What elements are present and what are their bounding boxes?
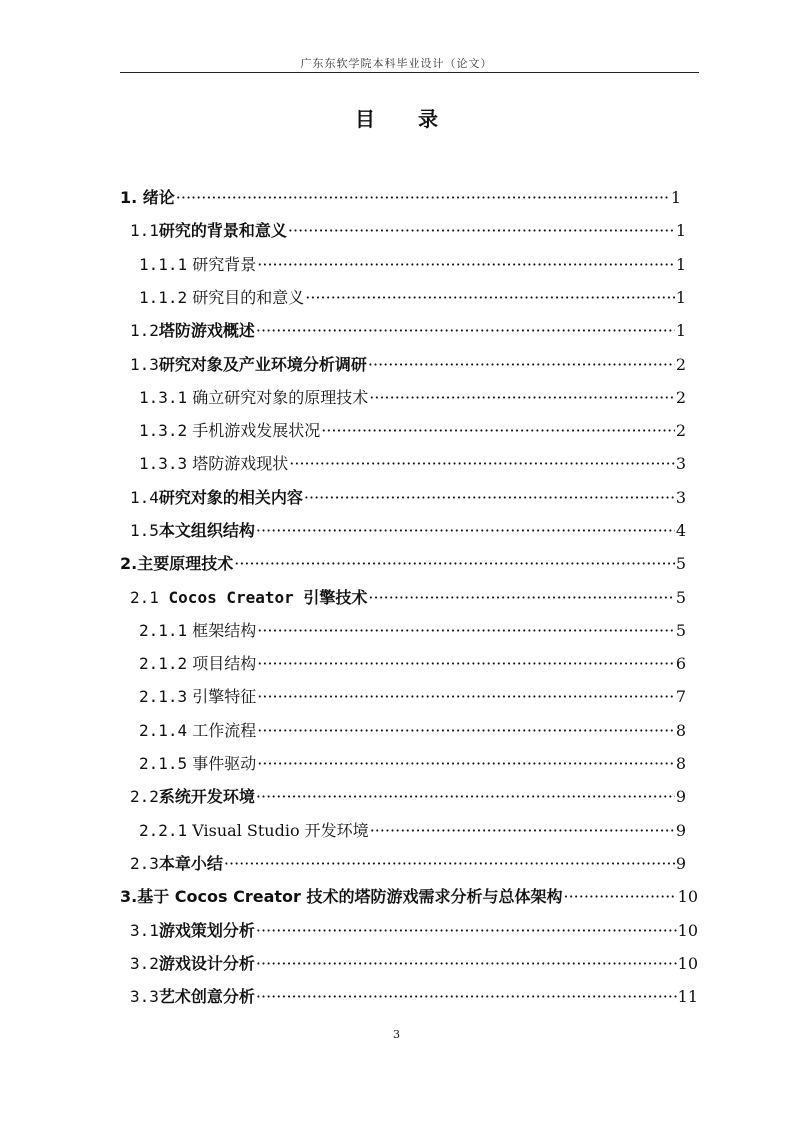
header-rule	[120, 72, 699, 73]
toc-entry[interactable]	[139, 651, 686, 677]
toc-entry[interactable]	[130, 485, 686, 511]
toc-entry-page: 6	[675, 654, 686, 673]
toc-leader-dots	[257, 651, 675, 677]
toc-entry-number: 1.1	[130, 221, 159, 240]
toc-leader-dots	[256, 984, 677, 1010]
toc-entry-label	[139, 651, 256, 677]
toc-entry-number: 2.1.2	[139, 654, 188, 673]
toc-entry-label	[139, 385, 368, 411]
toc-leader-dots	[563, 884, 676, 910]
toc-entry-page: 3	[675, 488, 686, 507]
toc-entry-page: 9	[675, 821, 686, 840]
toc-leader-dots	[224, 851, 675, 877]
toc-entry-label	[130, 352, 367, 378]
running-header: 广东东软学院本科毕业设计（论文）	[300, 57, 493, 70]
toc-entry-number: 2.	[120, 554, 138, 573]
toc-entry[interactable]	[139, 285, 686, 311]
toc-entry-number: 2.1.3	[139, 687, 188, 706]
toc-leader-dots	[256, 918, 677, 944]
toc-entry[interactable]	[120, 884, 698, 910]
toc-entry-number: 2.1.5	[139, 754, 188, 773]
toc-entry-page: 7	[675, 687, 686, 706]
toc-leader-dots	[305, 285, 675, 311]
toc-entry-label	[130, 918, 255, 944]
toc-entry[interactable]	[139, 385, 686, 411]
toc-entry-page: 1	[675, 321, 686, 340]
toc-entry-number: 1.1.1	[139, 255, 188, 274]
toc-entry-page: 5	[675, 588, 686, 607]
toc-entry-text: 本文组织结构	[158, 521, 255, 540]
toc-entry-number: 1.5	[130, 521, 159, 540]
toc-entry-page: 9	[675, 854, 686, 873]
toc-leader-dots	[176, 185, 670, 211]
toc-entry-number: 1.4	[130, 488, 159, 507]
toc-entry[interactable]	[139, 618, 686, 644]
toc-entry-label	[130, 485, 303, 511]
toc-entry-number: 1.	[120, 188, 138, 207]
toc-entry-label	[120, 884, 562, 910]
toc-entry-number: 2.1.4	[139, 721, 188, 740]
toc-entry-number: 1.3.1	[139, 388, 188, 407]
toc-entry-label	[139, 818, 369, 844]
toc-entry-page: 4	[675, 521, 686, 540]
toc-entry[interactable]	[130, 318, 686, 344]
toc-entry-text: 游戏策划分析	[158, 921, 255, 940]
toc-entry-label	[130, 518, 255, 544]
toc-entry-text: 研究背景	[187, 255, 257, 274]
toc-entry-page: 5	[675, 554, 686, 573]
toc-entry-page: 1	[675, 255, 686, 274]
toc-entry-label	[139, 718, 256, 744]
toc-leader-dots	[257, 252, 675, 278]
toc-entry[interactable]	[139, 718, 686, 744]
toc-entry-text: 事件驱动	[187, 754, 257, 773]
toc-leader-dots	[256, 518, 675, 544]
toc-leader-dots	[256, 951, 677, 977]
toc-entry-number: 1.2	[130, 321, 159, 340]
toc-entry-text: 研究对象的相关内容	[158, 488, 303, 507]
toc-entry-label	[130, 784, 255, 810]
toc-entry[interactable]	[139, 451, 686, 477]
toc-entry-text: 工作流程	[187, 721, 257, 740]
toc-entry-label	[130, 318, 255, 344]
toc-entry-page: 8	[675, 721, 686, 740]
toc-entry-text: Cocos Creator 引擎技术	[158, 588, 368, 607]
toc-entry-page: 1	[675, 221, 686, 240]
toc-entry-number: 1.3.2	[139, 421, 188, 440]
toc-entry-text: 研究的背景和意义	[158, 221, 287, 240]
toc-entry-number: 2.2	[130, 787, 159, 806]
toc-entry[interactable]	[120, 551, 686, 577]
toc-entry-label	[139, 418, 320, 444]
toc-entry-page: 2	[675, 355, 686, 374]
toc-entry[interactable]	[130, 851, 686, 877]
toc-leader-dots	[369, 385, 675, 411]
toc-entry[interactable]	[120, 185, 681, 211]
toc-entry-page: 11	[677, 987, 698, 1006]
toc-entry-text: 塔防游戏现状	[187, 454, 289, 473]
toc-entry[interactable]	[139, 818, 686, 844]
toc-entry-text: 研究对象及产业环境分析调研	[158, 355, 367, 374]
toc-leader-dots	[256, 318, 675, 344]
toc-title: 目 录	[355, 107, 456, 131]
toc-leader-dots	[304, 485, 675, 511]
toc-entry-text: 研究目的和意义	[187, 288, 305, 307]
toc-entry-text: 项目结构	[187, 654, 257, 673]
toc-entry-number: 1.3.3	[139, 454, 188, 473]
toc-entry-label	[130, 218, 287, 244]
toc-entry[interactable]	[130, 218, 686, 244]
toc-entry[interactable]	[130, 951, 698, 977]
toc-entry-page: 2	[675, 421, 686, 440]
toc-entry-text: 基于 Cocos Creator 技术的塔防游戏需求分析与总体架构	[137, 887, 563, 906]
toc-entry-page: 5	[675, 621, 686, 640]
toc-entry-text: 绪论	[137, 188, 175, 207]
toc-entry-label	[139, 618, 256, 644]
toc-leader-dots	[370, 818, 675, 844]
toc-entry[interactable]	[130, 784, 686, 810]
toc-entry-page: 1	[675, 288, 686, 307]
toc-leader-dots	[256, 784, 675, 810]
toc-leader-dots	[257, 718, 675, 744]
toc-entry-text: 系统开发环境	[158, 787, 255, 806]
toc-leader-dots	[257, 751, 675, 777]
toc-entry[interactable]	[139, 418, 686, 444]
toc-entry-number: 3.2	[130, 954, 159, 973]
toc-entry-label	[139, 684, 256, 710]
toc-entry-text: Visual Studio 开发环境	[187, 821, 369, 840]
toc-entry[interactable]	[130, 918, 698, 944]
toc-entry-label	[139, 751, 256, 777]
toc-entry-text: 框架结构	[187, 621, 257, 640]
toc-entry-number: 3.3	[130, 987, 159, 1006]
toc-entry-label	[130, 984, 255, 1010]
toc-entry-label	[130, 585, 367, 611]
toc-entry-page: 8	[675, 754, 686, 773]
toc-entry-label	[139, 252, 256, 278]
page-number: 3	[393, 1028, 400, 1041]
toc-entry-number: 1.1.2	[139, 288, 188, 307]
toc-entry-number: 3.	[120, 887, 138, 906]
toc-entry[interactable]	[130, 984, 698, 1010]
toc-leader-dots	[289, 451, 675, 477]
toc-entry[interactable]	[139, 751, 686, 777]
toc-entry-page: 10	[677, 954, 698, 973]
toc-entry-page: 9	[675, 787, 686, 806]
toc-entry-text: 艺术创意分析	[158, 987, 255, 1006]
toc-entry-number: 1.3	[130, 355, 159, 374]
toc-leader-dots	[234, 551, 675, 577]
toc-entry-number: 3.1	[130, 921, 159, 940]
toc-entry-text: 主要原理技术	[137, 554, 234, 573]
toc-entry-label	[139, 285, 304, 311]
toc-leader-dots	[257, 618, 675, 644]
toc-entry-page: 10	[677, 921, 698, 940]
toc-leader-dots	[321, 418, 675, 444]
toc-leader-dots	[368, 352, 675, 378]
toc-entry[interactable]	[130, 585, 686, 611]
toc-entry-number: 2.1.1	[139, 621, 188, 640]
toc-entry-text: 本章小结	[158, 854, 223, 873]
toc-entry-page: 1	[670, 188, 681, 207]
toc-entry-text: 引擎特征	[187, 687, 257, 706]
toc-entry[interactable]	[139, 684, 686, 710]
toc-entry-number: 2.2.1	[139, 821, 188, 840]
toc-entry-text: 手机游戏发展状况	[187, 421, 321, 440]
toc-entry-label	[130, 951, 255, 977]
toc-entry-label	[120, 551, 233, 577]
toc-entry-page: 2	[675, 388, 686, 407]
toc-entry-label	[130, 851, 223, 877]
toc-leader-dots	[257, 684, 675, 710]
toc-entry-page: 10	[677, 887, 698, 906]
toc-entry[interactable]	[130, 352, 686, 378]
toc-entry-label	[139, 451, 288, 477]
toc-entry[interactable]	[130, 518, 686, 544]
toc-entry-text: 游戏设计分析	[158, 954, 255, 973]
toc-entry-page: 3	[675, 454, 686, 473]
toc-entry-text: 确立研究对象的原理技术	[187, 388, 369, 407]
toc-entry-number: 2.3	[130, 854, 159, 873]
toc-entry-text: 塔防游戏概述	[158, 321, 255, 340]
toc-entry-number: 2.1	[130, 588, 159, 607]
toc-entry[interactable]	[139, 252, 686, 278]
toc-entry-label	[120, 185, 175, 211]
toc-leader-dots	[368, 585, 674, 611]
toc-leader-dots	[288, 218, 675, 244]
